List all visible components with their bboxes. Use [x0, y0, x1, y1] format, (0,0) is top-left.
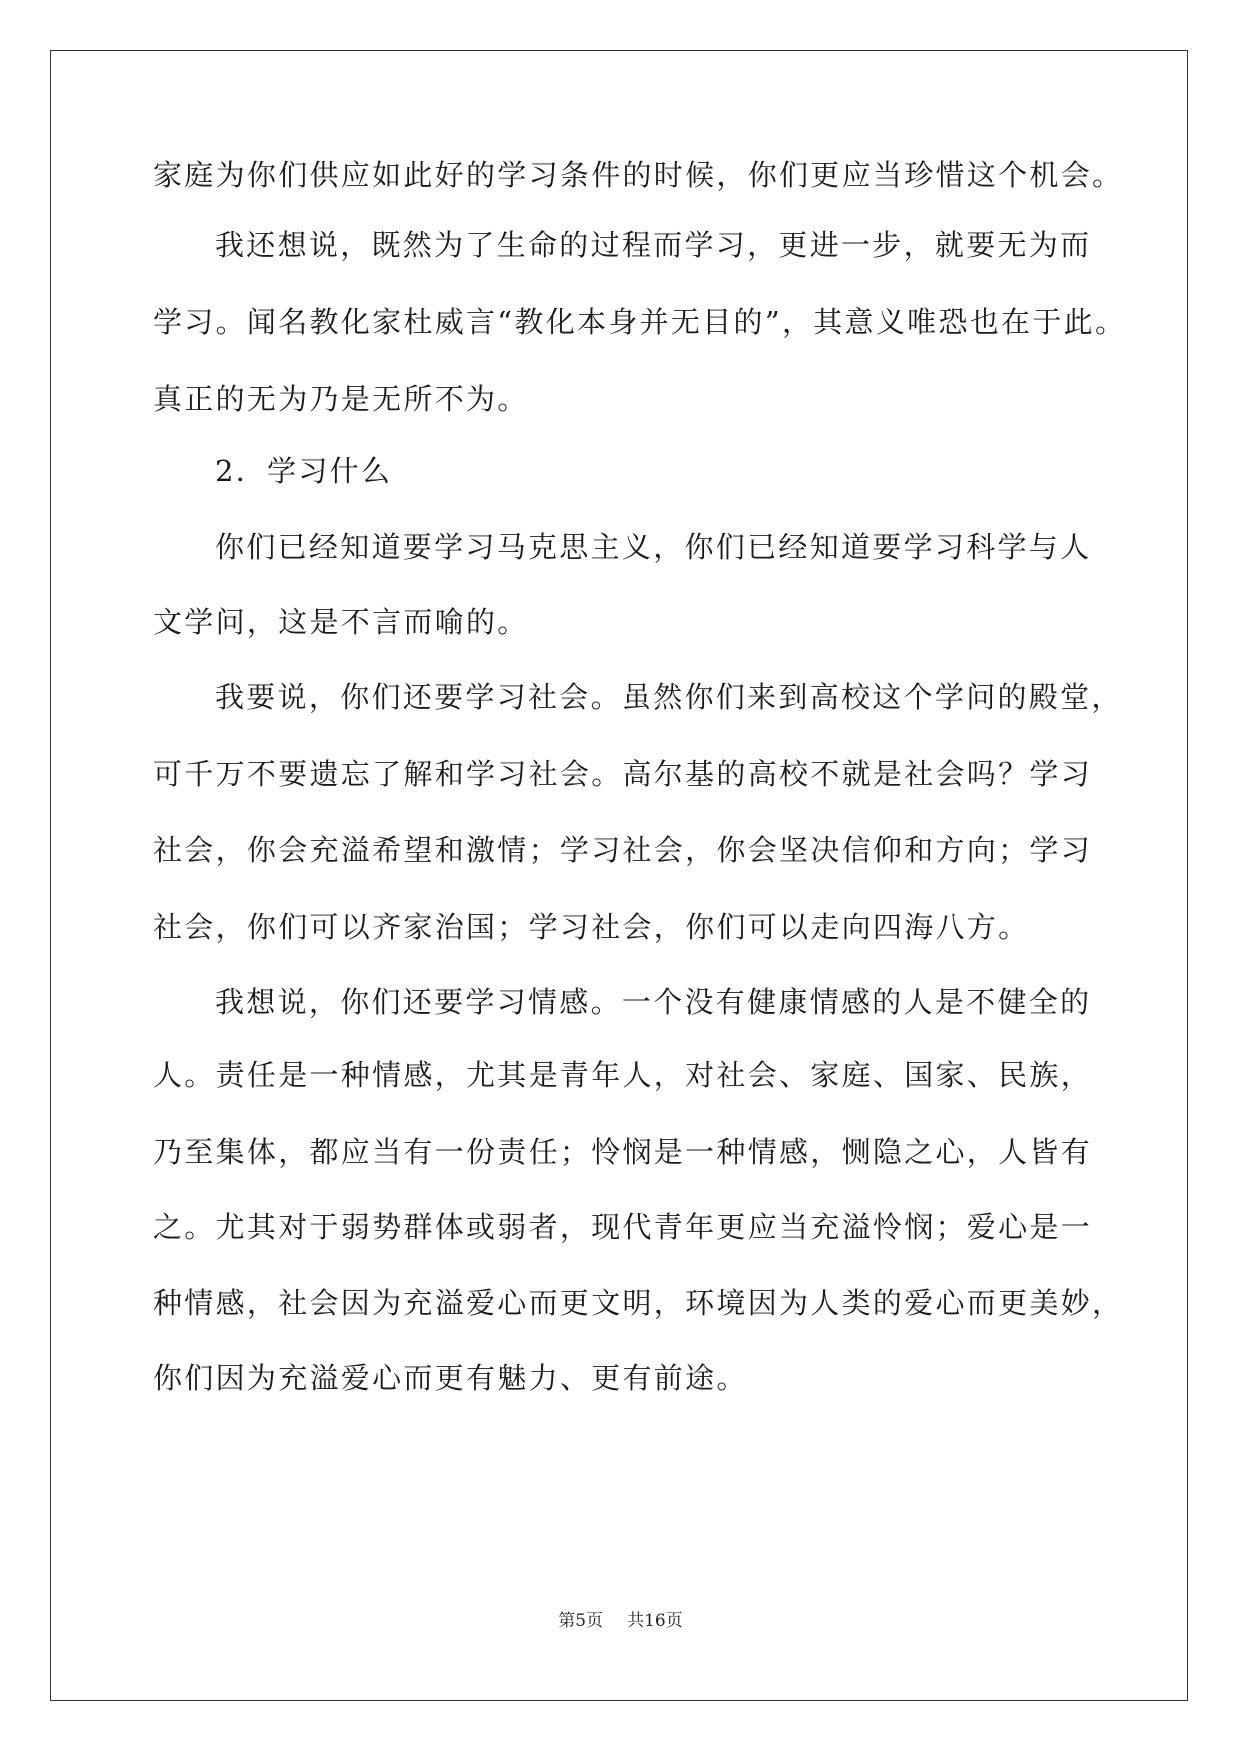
page-number: 第5页 [558, 1611, 604, 1631]
body-line: 乃至集体，都应当有一份责任；怜悯是一种情感，恻隐之心，人皆有 [153, 1135, 1093, 1169]
page-frame [50, 50, 1188, 1701]
body-line: 学习。闻名教化家杜威言“教化本身并无目的”，其意义唯恐也在于此。 [153, 305, 1127, 339]
body-line: 种情感，社会因为充溢爱心而更文明，环境因为人类的爱心而更美妙， [153, 1286, 1124, 1320]
body-line: 可千万不要遗忘了解和学习社会。高尔基的高校不就是社会吗？学习 [153, 757, 1093, 791]
body-line: 文学问，这是不言而喻的。 [153, 605, 529, 639]
body-line: 真正的无为乃是无所不为。 [153, 382, 529, 416]
body-line: 你们因为充溢爱心而更有魅力、更有前途。 [153, 1361, 748, 1395]
paragraph-start-line: 我要说，你们还要学习社会。虽然你们来到高校这个学问的殿堂， [215, 680, 1123, 714]
page-total: 共16页 [627, 1611, 683, 1631]
paragraph-start-line: 我想说，你们还要学习情感。一个没有健康情感的人是不健全的 [215, 985, 1092, 1019]
paragraph-start-line: 我还想说，既然为了生命的过程而学习，更进一步，就要无为而 [215, 228, 1092, 262]
body-line: 社会，你会充溢希望和激情；学习社会，你会坚决信仰和方向；学习 [153, 833, 1093, 867]
body-line: 之。尤其对于弱势群体或弱者，现代青年更应当充溢怜悯；爱心是一 [153, 1210, 1093, 1244]
page-footer [0, 1611, 1241, 1631]
section-heading: 2．学习什么 [215, 454, 393, 488]
body-line: 社会，你们可以齐家治国；学习社会，你们可以走向四海八方。 [153, 910, 1030, 944]
paragraph-start-line: 你们已经知道要学习马克思主义，你们已经知道要学习科学与人 [215, 530, 1092, 564]
body-line: 人。责任是一种情感，尤其是青年人，对社会、家庭、国家、民族， [153, 1058, 1093, 1092]
body-line: 家庭为你们供应如此好的学习条件的时候，你们更应当珍惜这个机会。 [153, 158, 1124, 192]
